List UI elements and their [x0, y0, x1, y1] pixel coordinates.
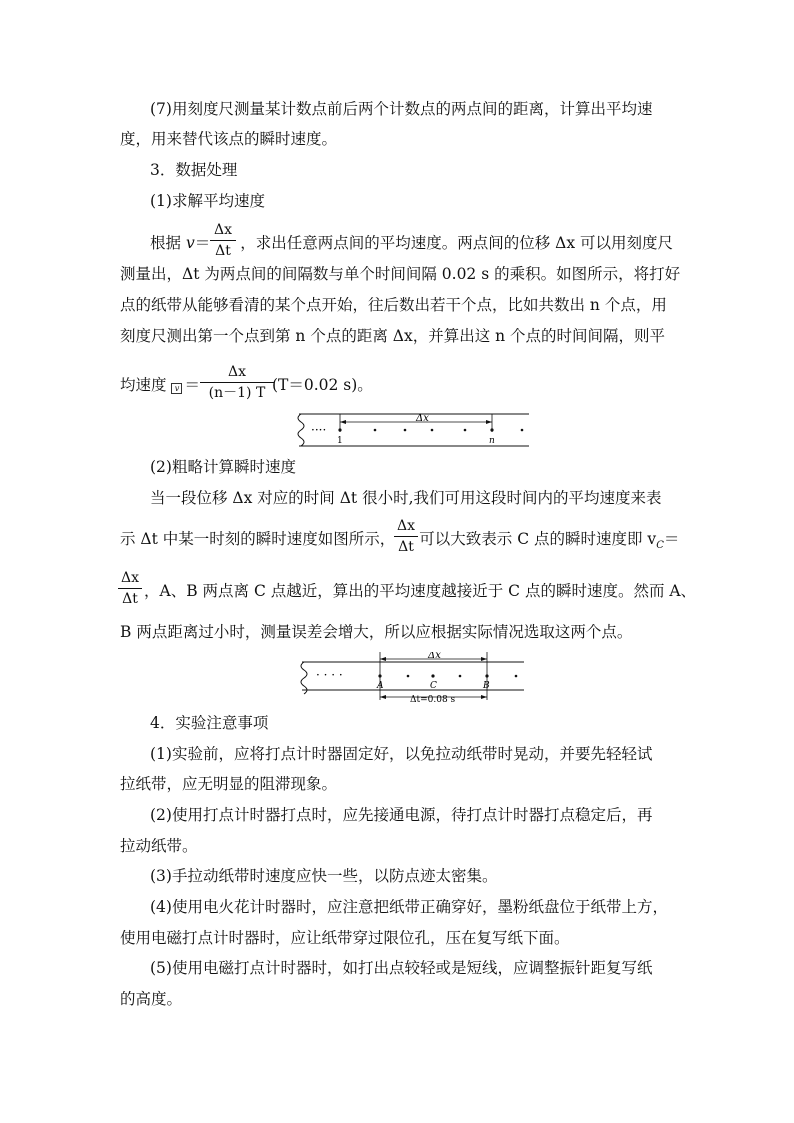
section3-sub2: (2)粗略计算瞬时速度 [150, 458, 296, 476]
p1-post: ，求出任意两点间的平均速度。两点间的位移 Δx 可以用刻度尺 [240, 234, 674, 252]
section3-p1-line4: 刻度尺测出第一个点到第 n 个点的距离 Δx，并算出这 n 个点的时间间隔，则平 [120, 327, 666, 345]
p1-line5-post: (T＝0.02 s)。 [271, 376, 373, 394]
p2-frac-den: Δt [398, 539, 414, 555]
section4-item1-line2: 拉纸带，应无明显的阻滞现象。 [120, 775, 338, 793]
section3-p2-line3: ，A、B 两点离 C 点越近，算出的平均速度越接近于 C 点的瞬时速度。然而 A、 [144, 582, 697, 600]
fig2-label-b: B [483, 681, 490, 691]
section3-heading: 3．数据处理 [150, 161, 238, 179]
p2-line3-fraction [118, 570, 142, 607]
section4-item5-line2: 的高度。 [120, 990, 183, 1008]
section3-sub1: (1)求解平均速度 [150, 192, 265, 210]
p1-line5-num: Δx [227, 364, 246, 380]
p2-line2-sub: C [656, 540, 664, 552]
section4-item4-line1: (4)使用电火花计时器时，应注意把纸带正确穿好，墨粉纸盘位于纸带上方， [150, 898, 668, 916]
p2-line3-den: Δt [122, 591, 138, 607]
para7-line1: (7)用刻度尺测量某计数点前后两个计数点的两点间的距离，计算出平均速 [150, 100, 653, 118]
p1-eq: ＝ [194, 234, 211, 252]
fig2-dt-label: Δt=0.08 s [410, 695, 456, 702]
fig2-dx-label: Δx [428, 652, 441, 661]
vbar-symbol: v [171, 383, 182, 394]
p1-frac-den: Δt [215, 243, 231, 259]
p1-line5-den: (n－1) T [208, 385, 266, 401]
p1-fraction [210, 222, 236, 259]
section4-item2-line2: 拉动纸带。 [120, 837, 198, 855]
section4-item2-line1: (2)使用打点计时器打点时，应先接通电源，待打点计时器打点稳定后，再 [150, 806, 653, 824]
section3-p2-line1: 当一段位移 Δx 对应的时间 Δt 很小时,我们可用这段时间内的平均速度来表 [150, 489, 662, 507]
fig2-label-c: C [430, 681, 437, 691]
section4-item1-line1: (1)实验前，应将打点计时器固定好，以免拉动纸带时晃动，并要先轻轻试 [150, 745, 653, 763]
p2-line2-pre: 示 Δt 中某一时刻的瞬时速度如图所示， [120, 530, 396, 548]
p2-line2-eq: ＝ [663, 530, 680, 548]
p2-frac-num: Δx [396, 518, 415, 534]
fig2-label-a: A [377, 681, 384, 691]
p2-line3-num: Δx [120, 570, 139, 586]
section3-p1-line3: 点的纸带从能够看清的某个点开始，往后数出若干个点，比如共数出 n 个点，用 [120, 296, 667, 314]
para7-line2: 度，用来替代该点的瞬时速度。 [120, 130, 338, 148]
fig1-label-1: 1 [337, 436, 343, 446]
section4-item4-line2: 使用电磁打点计时器时，应让纸带穿过限位孔，压在复写纸下面。 [120, 929, 570, 947]
section4-item5-line1: (5)使用电磁打点计时器时，如打出点较轻或是短线，应调整振针距复写纸 [150, 959, 653, 977]
p1-frac-num: Δx [213, 222, 232, 238]
p2-fraction [394, 518, 418, 555]
p1-var: v [185, 234, 195, 252]
p2-line2-post: 可以大致表示 C 点的瞬时速度即 v [419, 530, 657, 548]
fig1-dots-left: ···· [311, 423, 327, 437]
fig1-label-n: n [489, 436, 495, 446]
p1-line5-eq: ＝ [184, 376, 200, 394]
fig2-dots-left: · · · · [316, 668, 343, 682]
p1-line5-fraction [200, 364, 274, 401]
tape-figure-2 [298, 652, 538, 702]
tape-figure-1 [295, 410, 535, 450]
fig1-dx-label: Δx [416, 413, 429, 424]
p1-line5-pre: 均速度 [120, 376, 167, 394]
section4-heading: 4．实验注意事项 [150, 714, 269, 732]
p1-pre: 根据 [150, 234, 182, 252]
section3-p2-line4: B 两点距离过小时，测量误差会增大，所以应根据实际情况选取这两个点。 [120, 623, 633, 641]
section4-item3-line1: (3)手拉动纸带时速度应快一些，以防点迹太密集。 [150, 867, 498, 885]
section3-p1-line2: 测量出，Δt 为两点间的间隔数与单个时间间隔 0.02 s 的乘积。如图所示，将打好 [120, 265, 681, 283]
